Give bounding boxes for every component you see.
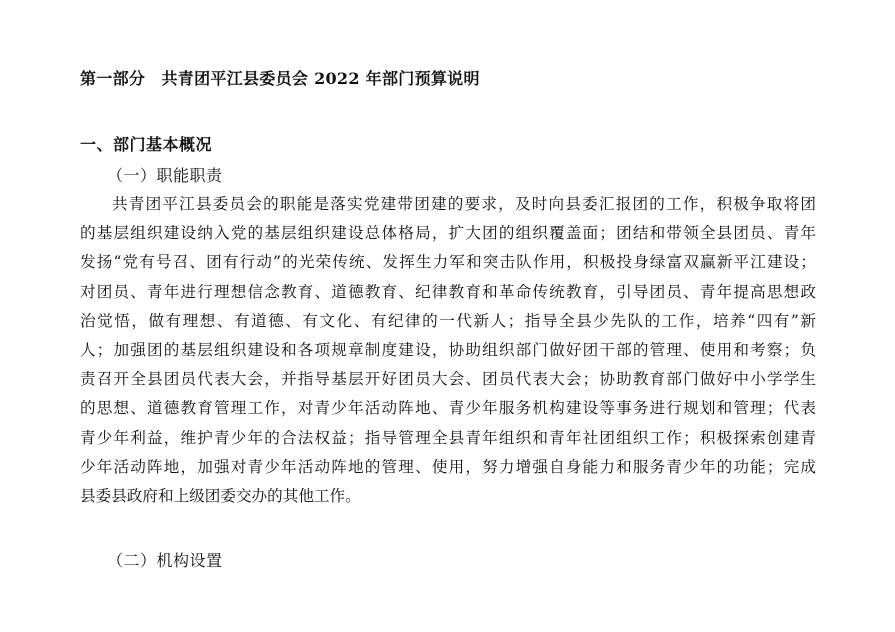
paragraph-line: 县委县政府和上级团委交办的其他工作。 [80,486,361,505]
subsection-heading-organization: （二）机构设置 [107,551,223,570]
paragraph-line: 共青团平江县委员会的职能是落实党建带团建的要求，及时向县委汇报团的工作，积极争取将团 [112,195,816,213]
paragraph-line: 的思想、道德教育管理工作，对青少年活动阵地、青少年服务机构建设等事务进行规划和管理；代表 [80,399,816,418]
paragraph-line: 少年活动阵地，加强对青少年活动阵地的管理、使用，努力增强自身能力和服务青少年的功能；完成 [80,457,816,476]
paragraph-line: 的基层组织建设纳入党的基层组织建设总体格局，扩大团的组织覆盖面；团结和带领全县团员、青年 [80,224,816,243]
paragraph-line: 责召开全县团员代表大会，并指导基层开好团员大会、团员代表大会；协助教育部门做好中小学学生 [80,370,816,389]
duties-paragraph [80,190,816,511]
document-title: 第一部分 共青团平江县委员会 2022 年部门预算说明 [80,69,480,88]
paragraph-line: 人；加强团的基层组织建设和各项规章制度建设，协助组织部门做好团干部的管理、使用和考察；负 [80,340,816,359]
paragraph-line: 青少年利益，维护青少年的合法权益；指导管理全县青年组织和青年社团组织工作；积极探索创建青 [80,428,816,447]
section-heading: 一、部门基本概况 [80,135,213,154]
paragraph-line: 发扬“党有号召、团有行动”的光荣传统、发挥生力军和突击队作用，积极投身绿富双赢新平江建设； [80,253,816,272]
paragraph-line: 对团员、青年进行理想信念教育、道德教育、纪律教育和革命传统教育，引导团员、青年提高思想政 [80,282,816,301]
paragraph-line: 治觉悟，做有理想、有道德、有文化、有纪律的一代新人；指导全县少先队的工作，培养“四有”新 [80,311,816,330]
subsection-heading-duties: （一）职能职责 [107,166,223,185]
